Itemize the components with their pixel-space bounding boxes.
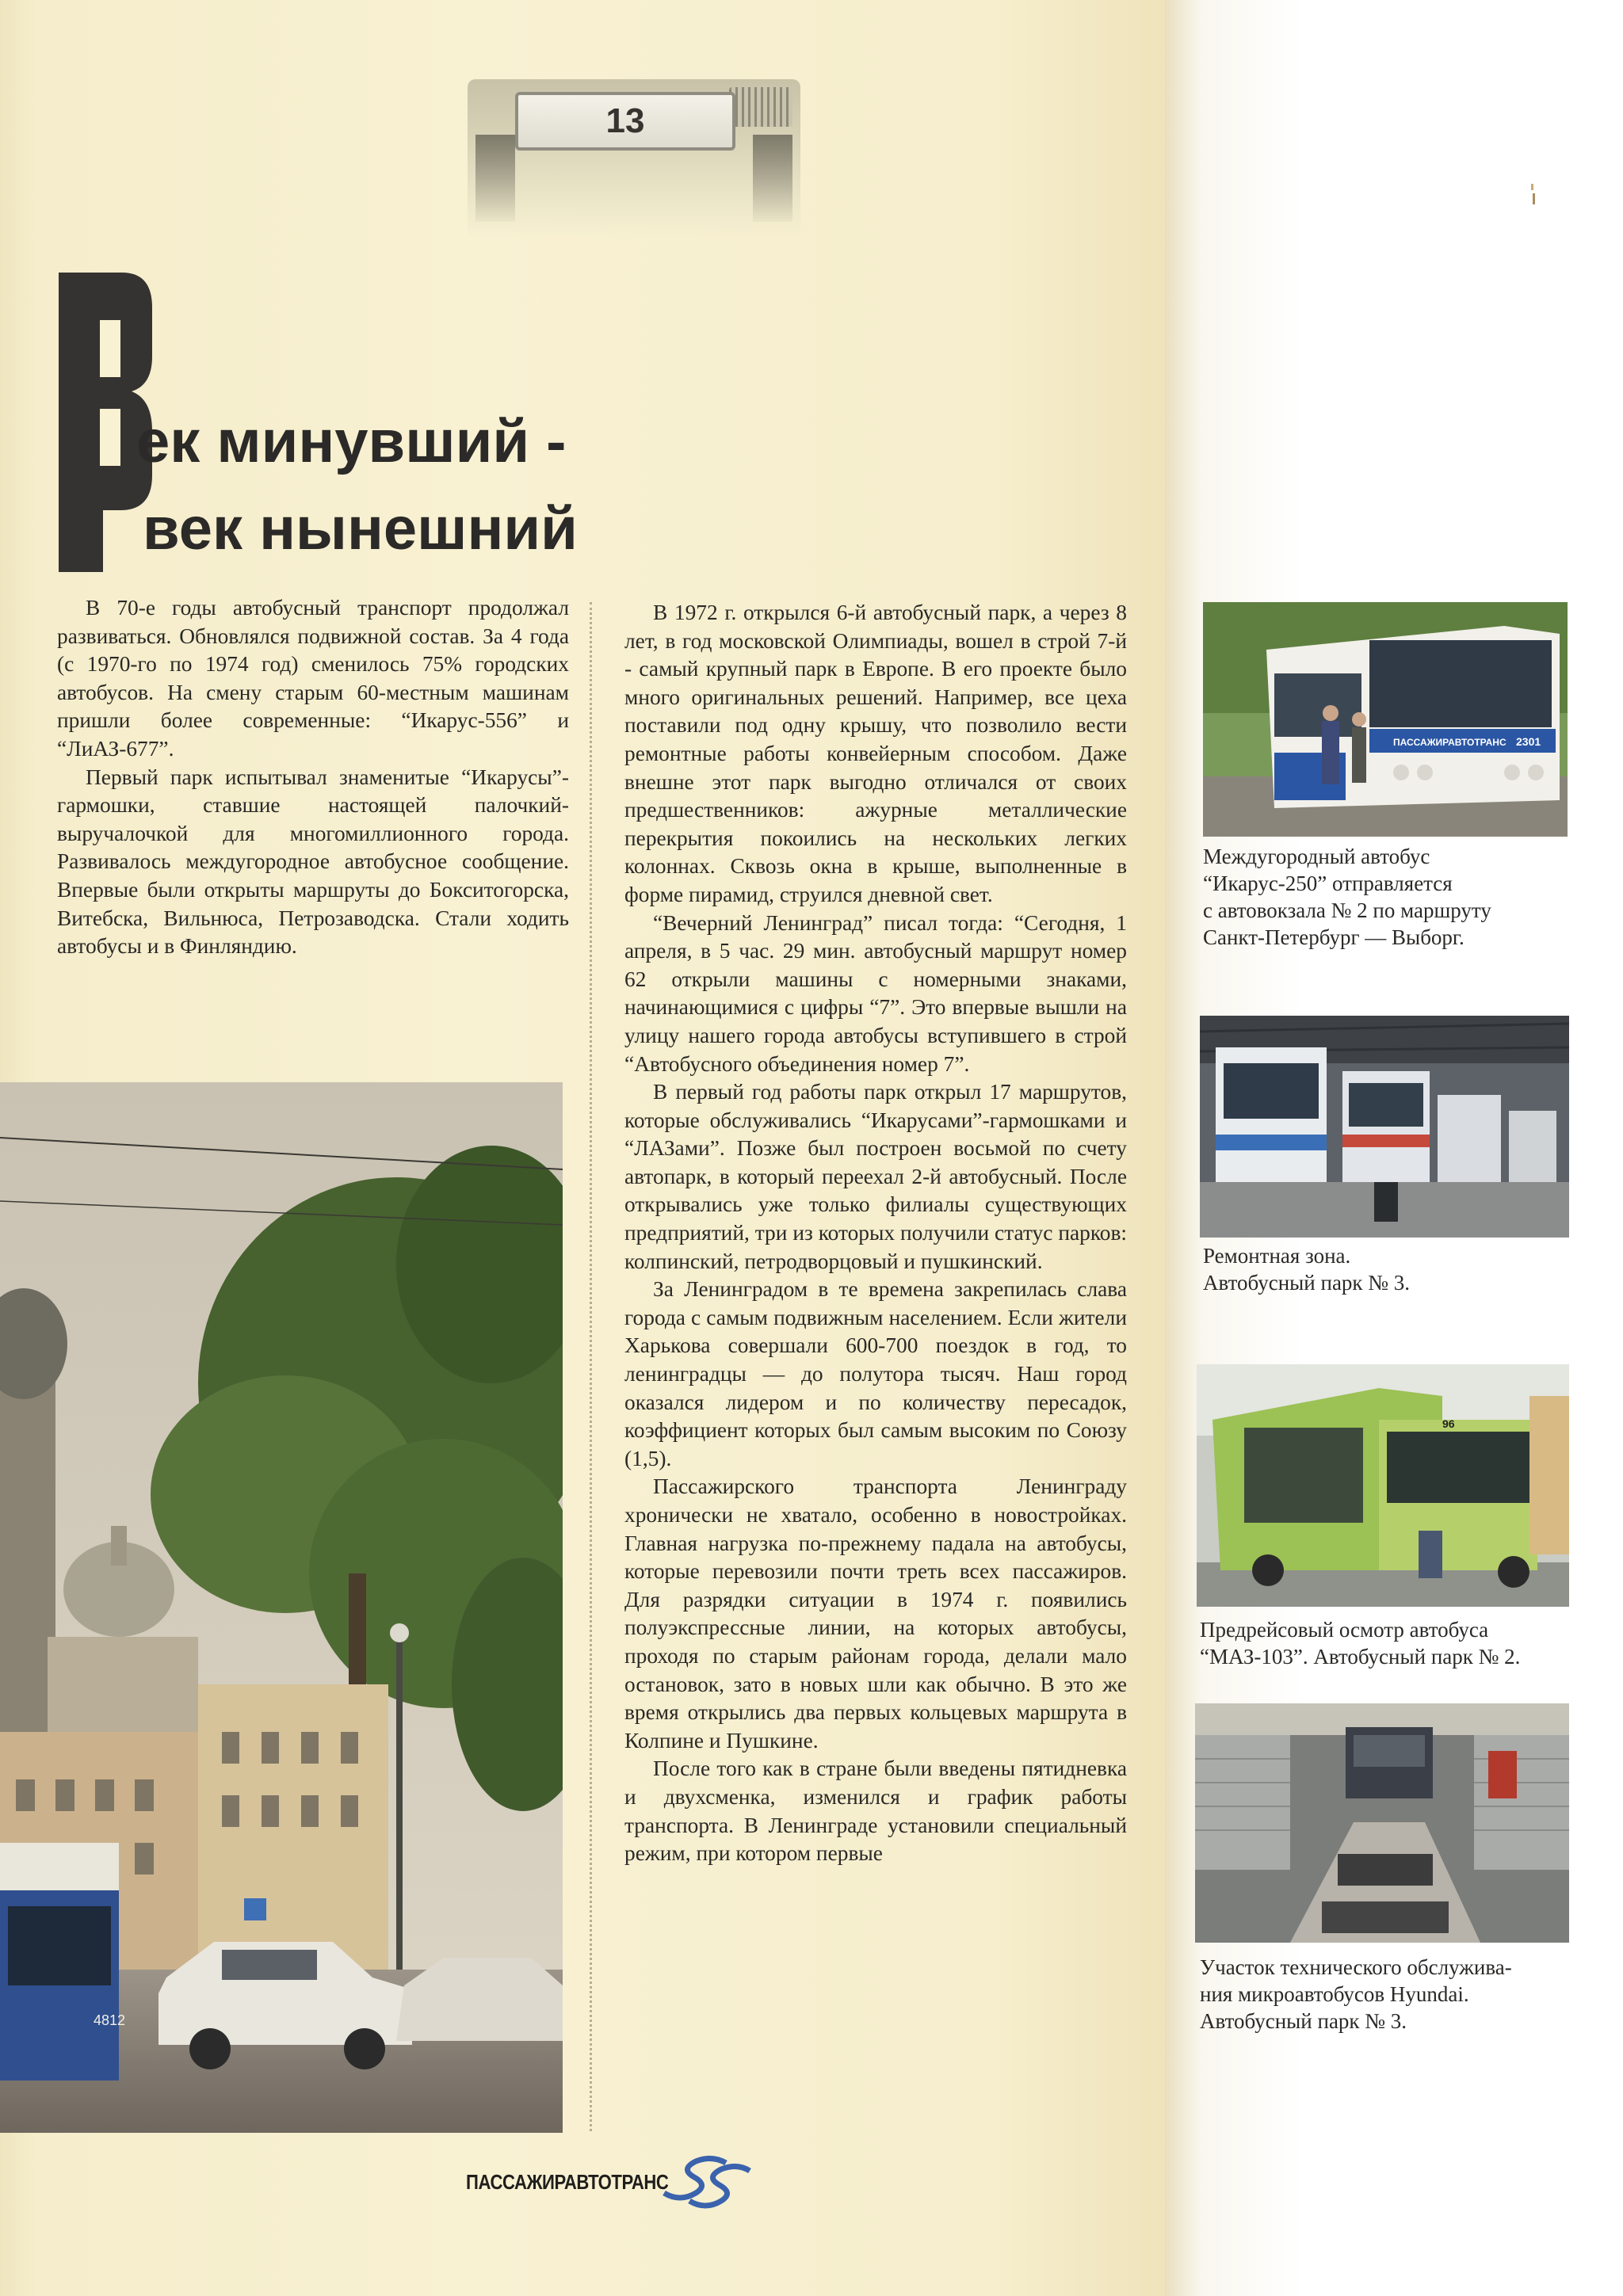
paragraph: В 70-е годы автобусный транспорт продолжал развиваться. Обновлялся подвижной состав. За 4 года (с 1970-го по 1974 год) сменилось 75% городских автобусов. На смену старым 60-местным машинам пришли более современные: “Икарус-556” и “ЛиАЗ-677”.: [57, 596, 569, 761]
maz-route-number: 96: [1442, 1417, 1455, 1430]
caption-line: Ремонтная зона.: [1203, 1244, 1351, 1268]
bus-front: [468, 79, 800, 238]
paragraph: “Вечерний Ленинград” писал тогда: “Сегодня, 1 апреля, в 5 час. 29 мин. автобусный маршрут номер 62 открыли машины с номерными знаками, начинающимися с цифры “7”. Это впервые вышли на улицу нашего города автобусы вступившего в строй “Автобусного объединения номер 7”.: [624, 910, 1127, 1076]
street-photo: [0, 1082, 563, 2133]
caption-line: ния микроавтобусов Hyundai.: [1200, 1982, 1469, 2006]
caption-line: “Икарус-250” отправляется: [1203, 871, 1453, 895]
caption-repair: [1203, 1242, 1583, 1296]
ikarus-bus-image: [1203, 602, 1568, 837]
caption-line: “МАЗ-103”. Автобусный парк № 2.: [1200, 1645, 1521, 1669]
photo-repair-zone: [1200, 1016, 1569, 1238]
paragraph: После того как в стране были введены пятидневка и двухсменка, изменился и график работы транспорта. В Ленинграде установили специальный режим, при котором первые: [624, 1756, 1127, 1866]
bus-window-right: [753, 135, 792, 222]
binding-mark: [1529, 184, 1537, 208]
footer-brand: ПАССАЖИРАВТОТРАНС: [466, 2169, 669, 2194]
paragraph: За Ленинградом в те времена закрепилась слава города с самым подвижным населением. Если жители Харькова совершали 600-700 поездок в год, то ленинградцы — до полутора тысяч. Наш город оказался лидером и по количеству пересадок, коэффициент которых был самым высоким по Союзу (1,5).: [624, 1277, 1127, 1470]
page-footer: [466, 2158, 705, 2206]
passazhiravtotrans-logo-icon: [656, 2153, 751, 2209]
maz-bus-image: [1197, 1364, 1569, 1607]
paragraph: В 1972 г. открылся 6-й автобусный парк, а через 8 лет, в год московской Олимпиады, вошел в строй 7-й - самый крупный парк в Европе. В его проекте было много оригинальных решений. Например, все цеха поставили под одну крышу, что позволило вести ремонтные работы конвейерным способом. Даже внешне этот парк выгодно отличался от своих предшественников: ажурные металлические перекрытия покоились на нескольких легких колоннах. Сквозь окна в крыше, выполненные в форме пирамид, струился дневной свет.: [624, 601, 1127, 906]
paragraph: В первый год работы парк открыл 17 маршрутов, которые обслуживались “Икарусами”-гармошками и “ЛАЗами”. Позже был построен восьмой по счету автопарк, в который переехал 2-й автобусный. После открывались уже только филиалы существующих предприятий, три из которых получили статус парков: колпинский, петродворцовый и пушкинский.: [624, 1080, 1127, 1273]
street-scene-image: [0, 1082, 563, 2133]
photo-service-area: [1195, 1703, 1569, 1943]
ikarus-banner-text: ПАССАЖИРАВТОТРАНС: [1393, 737, 1507, 748]
caption-line: Автобусный парк № 3.: [1200, 2009, 1407, 2033]
street-bus-number: 4812: [94, 2012, 126, 2028]
photo-maz-103: [1197, 1364, 1569, 1607]
caption-ikarus: [1203, 843, 1583, 951]
caption-maz: [1200, 1616, 1596, 1670]
caption-line: Санкт-Петербург — Выборг.: [1203, 925, 1465, 949]
bus-vent: [729, 87, 792, 127]
paragraph: Пассажирского транспорта Ленинграду хронически не хватало, особенно в новостройках. Главная нагрузка по-прежнему падала на автобусы, которые перевозили почти треть всех пассажиров. Для разрядки ситуации в 1974 г. появились полуэкспрессные линии, на которых автобусы, проходя по старым районам города, делали мало остановок, зато в новых шли как обычно. В это же время открылись два первых кольцевых маршрута в Колпине и Пушкине.: [624, 1474, 1127, 1753]
ikarus-fleet-number: 2301: [1516, 735, 1541, 748]
caption-line: с автовокзала № 2 по маршруту: [1203, 898, 1491, 922]
caption-line: Участок технического обслужива-: [1200, 1955, 1512, 1979]
caption-line: Автобусный парк № 3.: [1203, 1271, 1411, 1295]
photo-ikarus-250: [1203, 602, 1568, 837]
page-title-line-1: ек минувший -: [136, 408, 567, 475]
repair-zone-image: [1200, 1016, 1569, 1238]
route-number-sign: 13: [515, 92, 735, 151]
page-title-line-2: век нынешний: [143, 495, 578, 563]
paragraph: Первый парк испытывал знаменитые “Икарусы”-гармошки, ставшие настоящей палочкий-выручалочкой для многомиллионного города. Развивалось междугородное автобусное сообщение. Впервые были открыты маршруты до Бокситогорска, Витебска, Вильнюса, Петрозаводска. Стали ходить автобусы и в Финляндию.: [57, 765, 569, 959]
caption-line: Предрейсовый осмотр автобуса: [1200, 1618, 1489, 1642]
caption-service: [1200, 1954, 1596, 2035]
service-area-image: [1195, 1703, 1569, 1943]
column-divider: [590, 602, 592, 2131]
article-column-1: [57, 594, 569, 961]
caption-line: Междугородный автобус: [1203, 845, 1430, 868]
bus-window-left: [475, 135, 515, 222]
article-column-2: [624, 599, 1127, 1868]
bus-route-header-illustration: [444, 79, 800, 238]
